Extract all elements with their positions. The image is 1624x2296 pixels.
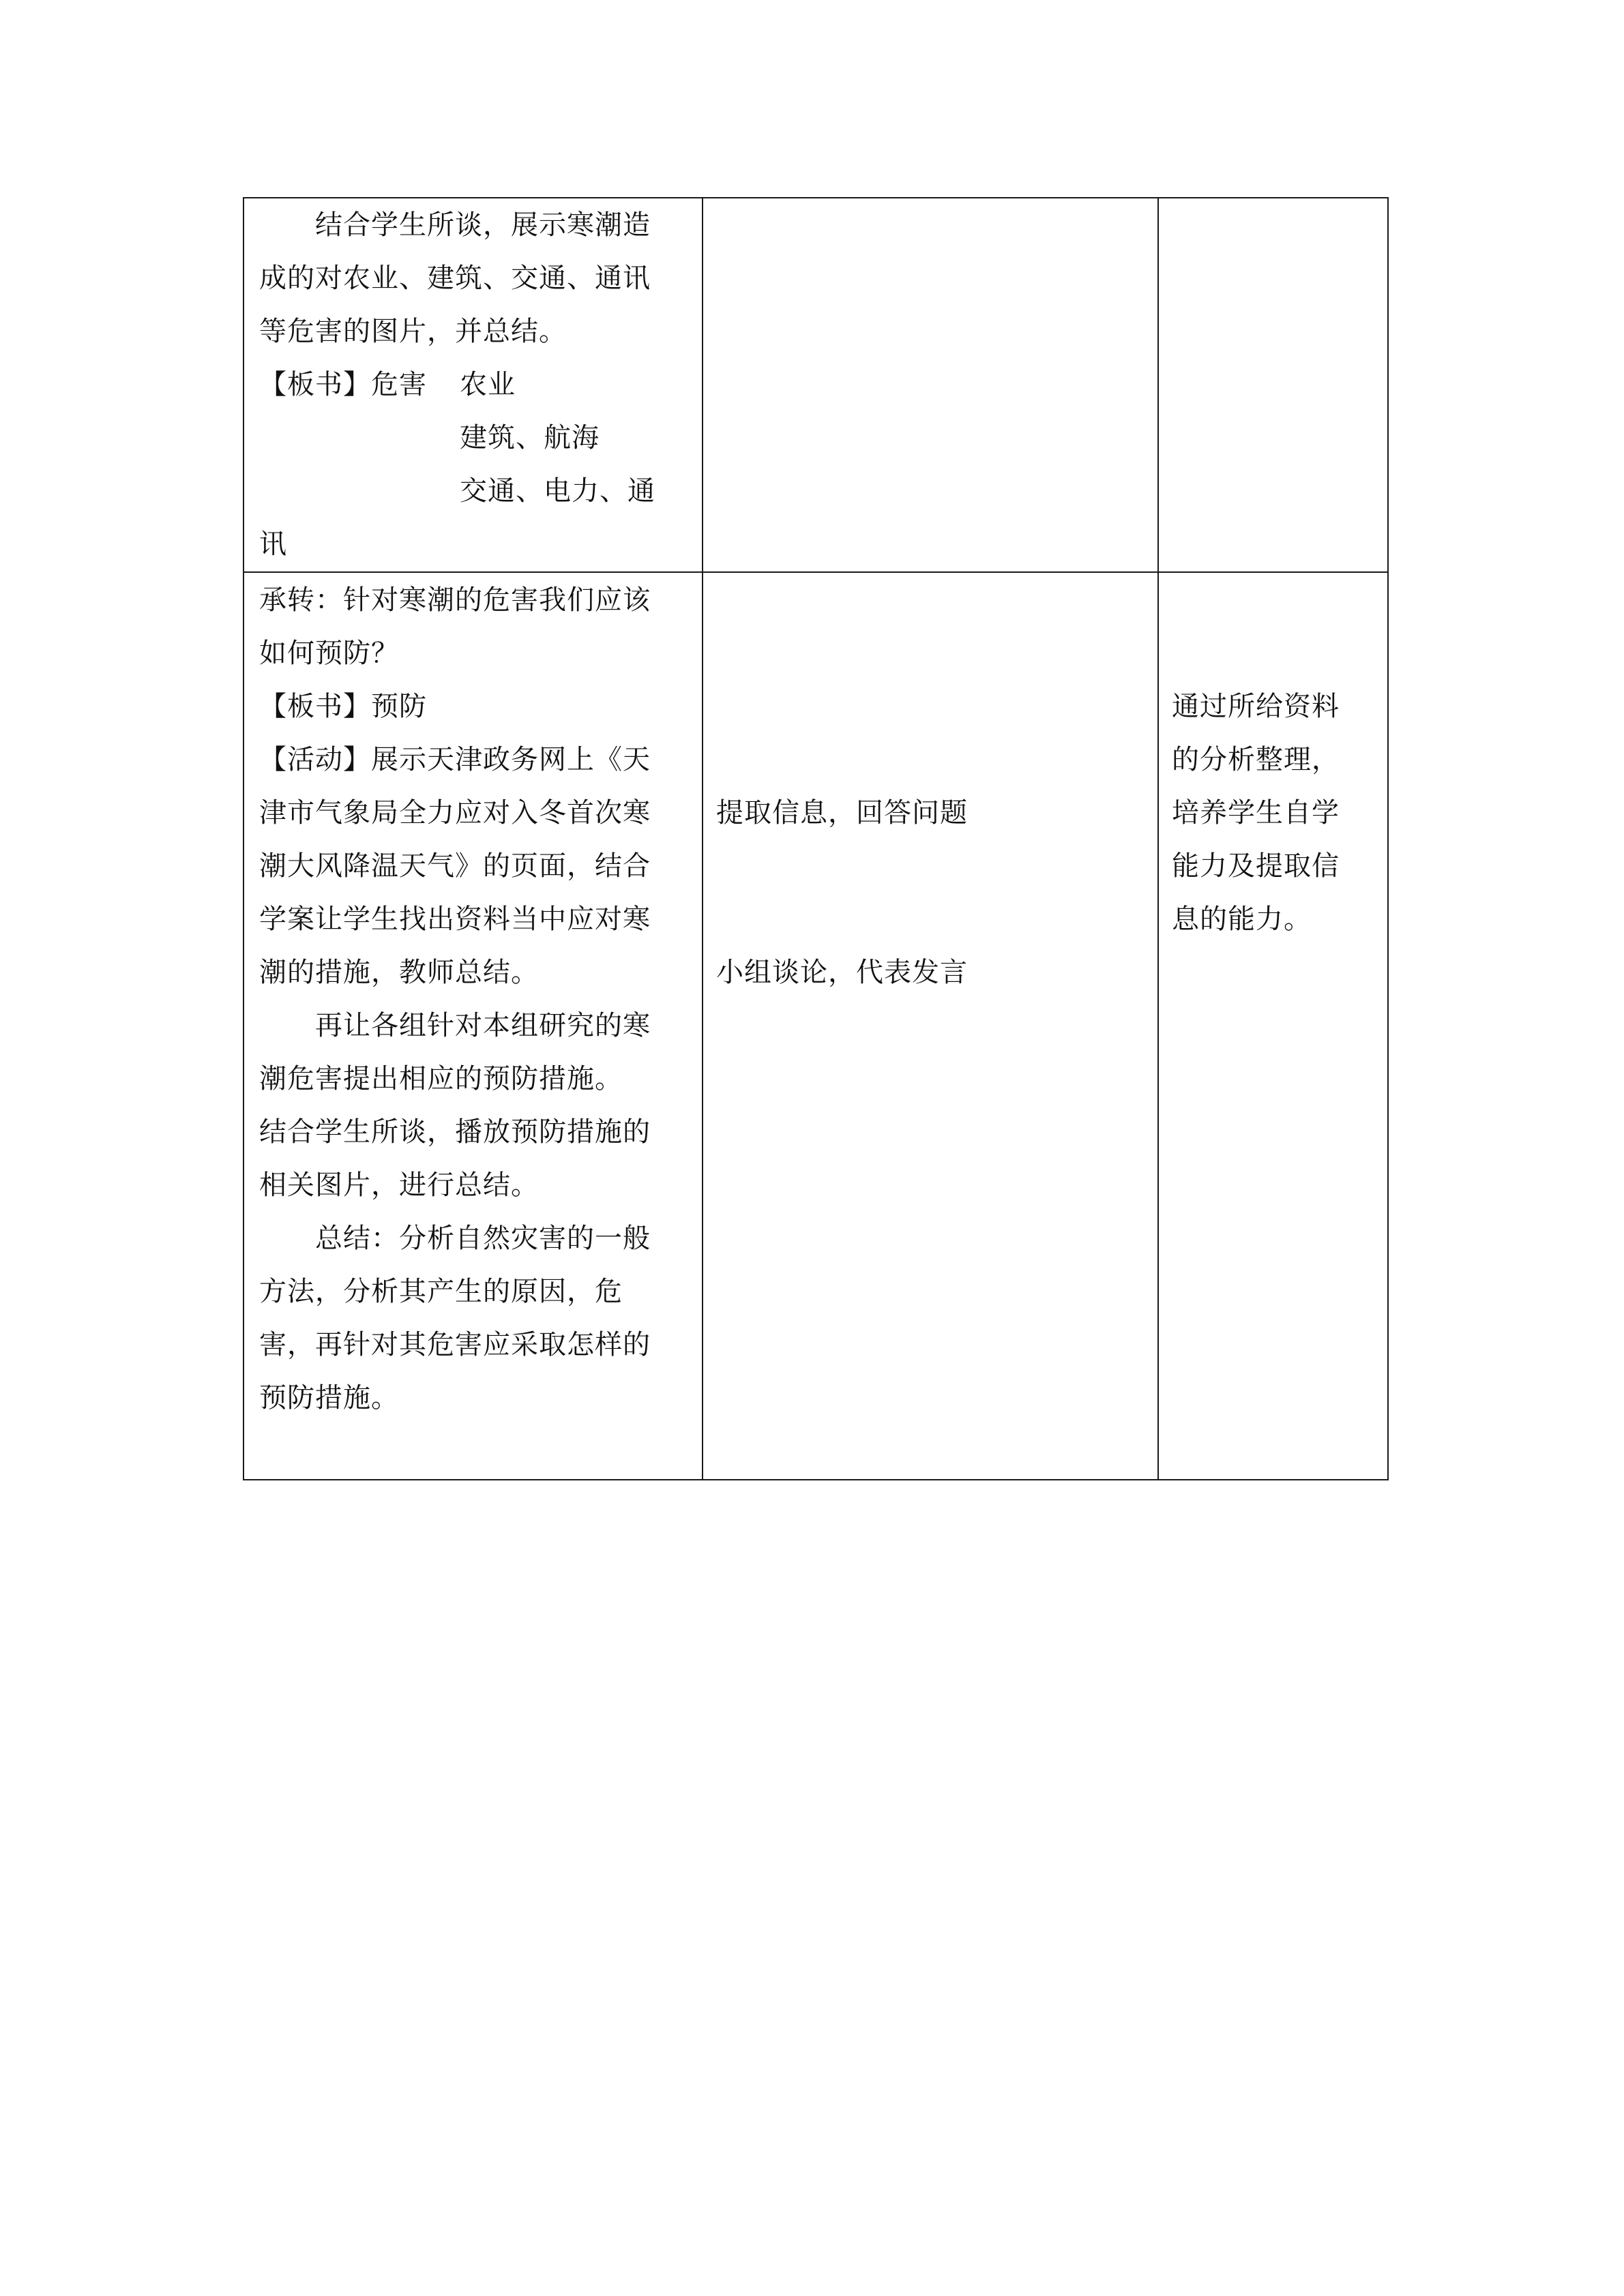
teacher-text-line: 如何预防？: [259, 638, 399, 669]
teacher-text-line: 潮危害提出相应的预防措施。: [259, 1063, 623, 1094]
design-purpose-line: 能力及提取信: [1172, 850, 1340, 882]
teacher-text-line: 等危害的图片，并总结。: [259, 316, 567, 347]
teacher-text-line: 【活动】展示天津政务网上《天: [259, 744, 651, 775]
row-divider: [244, 571, 1387, 573]
board-note-item: 建筑、航海: [460, 422, 600, 453]
design-purpose-line: 息的能力。: [1172, 904, 1312, 935]
teacher-text-line: 承转：针对寒潮的危害我们应该: [259, 584, 651, 616]
board-note-item-wrap: 讯: [259, 528, 287, 560]
board-note-item: 交通、电力、通: [460, 475, 655, 507]
teacher-text-line: 总结：分析自然灾害的一般: [315, 1223, 651, 1254]
teacher-text-line: 方法，分析其产生的原因，危: [259, 1276, 623, 1307]
teacher-text-line: 成的对农业、建筑、交通、通讯: [259, 263, 651, 294]
design-purpose-line: 通过所给资料: [1172, 691, 1340, 722]
teacher-text-line: 潮大风降温天气》的页面，结合: [259, 850, 651, 882]
design-purpose-line: 的分析整理，: [1172, 744, 1340, 775]
student-activity-line: 小组谈论，代表发言: [716, 957, 968, 988]
teacher-text-line: 相关图片，进行总结。: [259, 1169, 539, 1201]
teacher-text-line: 结合学生所谈，播放预防措施的: [259, 1116, 651, 1148]
teacher-text-line: 预防措施。: [259, 1382, 399, 1414]
board-note-label: 【板书】预防: [259, 691, 427, 722]
student-activity-line: 提取信息，回答问题: [716, 797, 968, 829]
lesson-plan-table: [243, 197, 1389, 1480]
board-note-label: 【板书】危害: [259, 369, 427, 400]
teacher-text-line: 结合学生所谈，展示寒潮造: [315, 209, 651, 241]
teacher-text-line: 学案让学生找出资料当中应对寒: [259, 904, 651, 935]
teacher-text-line: 再让各组针对本组研究的寒: [315, 1010, 651, 1041]
column-divider: [1157, 198, 1159, 1479]
column-divider: [702, 198, 703, 1479]
teacher-text-line: 津市气象局全力应对入冬首次寒: [259, 797, 651, 829]
teacher-text-line: 潮的措施，教师总结。: [259, 957, 539, 988]
teacher-text-line: 害，再针对其危害应采取怎样的: [259, 1329, 651, 1360]
design-purpose-line: 培养学生自学: [1172, 797, 1340, 829]
board-note-item: 农业: [460, 369, 516, 400]
